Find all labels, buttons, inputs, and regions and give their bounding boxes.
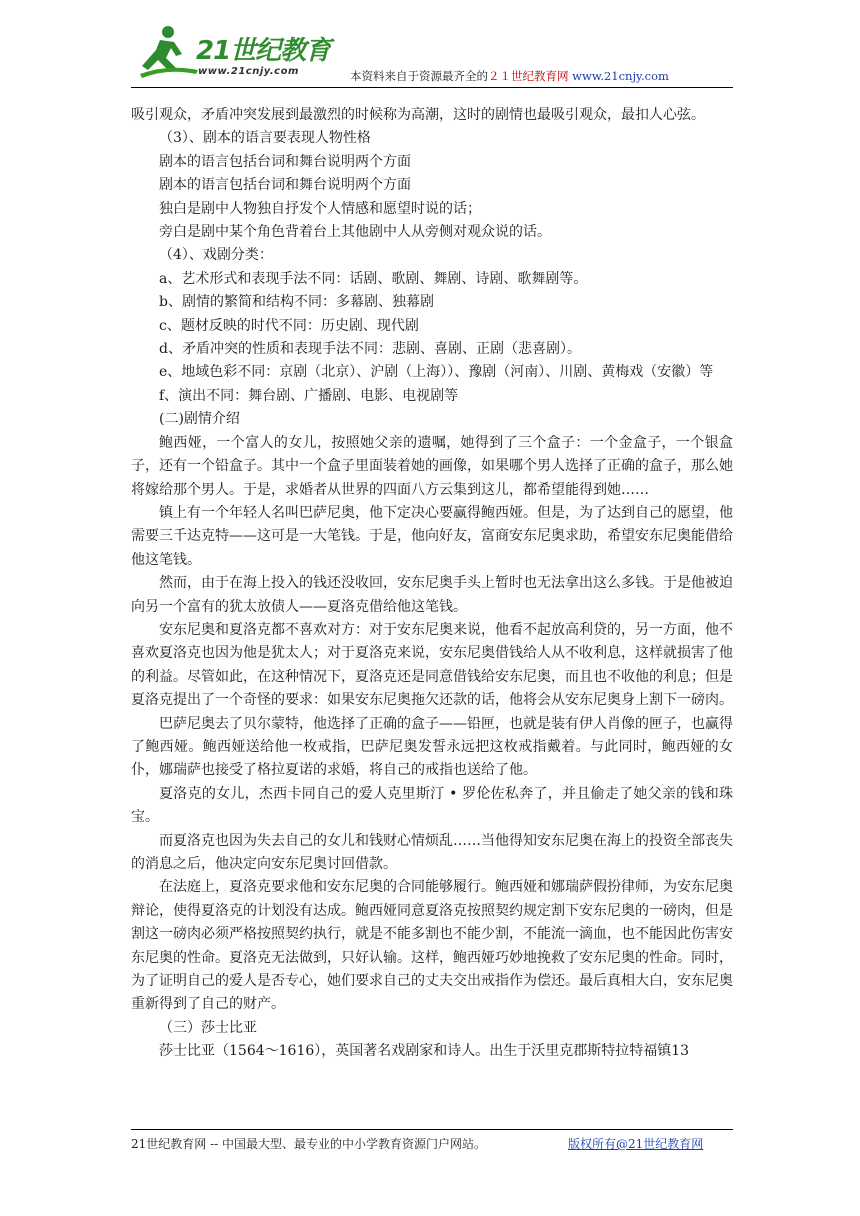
- page-footer: [131, 1135, 733, 1152]
- list-item: a、艺术形式和表现手法不同：话剧、歌剧、舞剧、诗剧、歌舞剧等。: [159, 270, 588, 287]
- section-heading: (二)剧情介绍: [159, 411, 240, 428]
- list-item: f、演出不同：舞台剧、广播剧、电影、电视剧等: [159, 387, 459, 404]
- footer-text: 21世纪教育网 -- 中国最大型、最专业的中小学教育资源门户网站。: [131, 1137, 487, 1151]
- document-body: [131, 104, 733, 1064]
- paragraph: 剧本的语言包括台词和舞台说明两个方面: [159, 153, 411, 170]
- header-site-link[interactable]: ２１世纪教育网: [488, 69, 569, 83]
- header-divider: [131, 87, 733, 88]
- paragraph: 旁白是剧中某个角色背着台上其他剧中人从旁侧对观众说的话。: [159, 224, 551, 241]
- footer-copyright-link[interactable]: 版权所有@21世纪教育网: [568, 1137, 704, 1151]
- header-url-link[interactable]: www.21cnjy.com: [572, 69, 669, 83]
- footer-divider: [131, 1129, 733, 1130]
- section-heading: （3）、剧本的语言要表现人物性格: [159, 130, 371, 147]
- site-logo[interactable]: [138, 24, 348, 84]
- paragraph: 鲍西娅，一个富人的女儿，按照她父亲的遗嘱，她得到了三个盒子：一个金盒子，一个银盒子，还有一个铅盒子。其中一个盒子里面装着她的画像，如果哪个男人选择了正确的盒子，那么她将嫁给那个男人。于是，求婚者从世界的四面八方云集到这儿，都希望能得到她……: [131, 434, 733, 498]
- header-source-note: [350, 68, 669, 84]
- paragraph: 而夏洛克也因为失去自己的女儿和钱财心情烦乱……当他得知安东尼奥在海上的投资全部丧失的消息之后，他决定向安东尼奥讨回借款。: [131, 832, 733, 872]
- paragraph: 然而，由于在海上投入的钱还没收回，安东尼奥手头上暂时也无法拿出这么多钱。于是他被迫向另一个富有的犹太放债人——夏洛克借给他这笔钱。: [131, 575, 733, 615]
- paragraph: 独白是剧中人物独自抒发个人情感和愿望时说的话；: [159, 200, 481, 217]
- logo-url: www.21cnjy.com: [198, 66, 299, 77]
- paragraph: 吸引观众，矛盾冲突发展到最激烈的时候称为高潮，这时的剧情也最吸引观众，最扣人心弦。: [131, 107, 705, 123]
- paragraph: 镇上有一个年轻人名叫巴萨尼奥，他下定决心要赢得鲍西娅。但是，为了达到自己的愿望，他需要三千达克特——这可是一大笔钱。于是，他向好友，富商安东尼奥求助，希望安东尼奥能借给他这笔钱。: [131, 504, 733, 568]
- list-item: c、题材反映的时代不同：历史剧、现代剧: [159, 317, 419, 334]
- running-figure-icon: [138, 24, 200, 82]
- section-heading: （三）莎士比亚: [159, 1019, 257, 1036]
- list-item: b、剧情的繁简和结构不同：多幕剧、独幕剧: [159, 294, 434, 311]
- section-heading: （4）、戏剧分类：: [159, 247, 273, 264]
- page-header: [128, 18, 736, 88]
- list-item: d、矛盾冲突的性质和表现手法不同：悲剧、喜剧、正剧（悲喜剧）。: [159, 341, 581, 358]
- paragraph: 安东尼奥和夏洛克都不喜欢对方：对于安东尼奥来说，他看不起放高利贷的，另一方面，他不喜欢夏洛克也因为他是犹太人；对于夏洛克来说，安东尼奥借钱给人从不收利息，这样就损害了他的利益。尽管如此，在这种情况下，夏洛克还是同意借钱给安东尼奥，而且也不收他的利息；但是夏洛克提出了一个奇怪的要求：如果安东尼奥拖欠还款的话，他将会从安东尼奥身上割下一磅肉。: [131, 621, 733, 709]
- logo-title: 21世纪教育: [196, 36, 331, 66]
- header-note-prefix: 本资料来自于资源最齐全的: [350, 69, 488, 83]
- paragraph: 巴萨尼奥去了贝尔蒙特，他选择了正确的盒子——铅匣，也就是装有伊人肖像的匣子，也赢得了鲍西娅。鲍西娅送给他一枚戒指，巴萨尼奥发誓永远把这枚戒指戴着。与此同时，鲍西娅的女仆，娜瑞萨也接受了格拉夏诺的求婚，将自己的戒指也送给了他。: [131, 715, 733, 779]
- list-item: e、地域色彩不同：京剧（北京）、沪剧（上海））、豫剧（河南）、川剧、黄梅戏（安徽）等: [159, 364, 714, 381]
- paragraph: 夏洛克的女儿，杰西卡同自己的爱人克里斯汀 • 罗伦佐私奔了，并且偷走了她父亲的钱和珠宝。: [131, 785, 733, 826]
- paragraph: 莎士比亚（1564～1616），英国著名戏剧家和诗人。出生于沃里克郡斯特拉特福镇13: [159, 1043, 690, 1060]
- paragraph: 在法庭上，夏洛克要求他和安东尼奥的合同能够履行。鲍西娅和娜瑞萨假扮律师，为安东尼奥辩论，使得夏洛克的计划没有达成。鲍西娅同意夏洛克按照契约规定割下安东尼奥的一磅肉，但是割这一磅肉必须严格按照契约执行，就是不能多割也不能少割，不能流一滴血，也不能因此伤害安东尼奥的性命。夏洛克无法做到，只好认输。这样，鲍西娅巧妙地挽救了安东尼奥的性命。同时，为了证明自己的爱人是否专心，她们要求自己的丈夫交出戒指作为偿还。最后真相大白，安东尼奥重新得到了自己的财产。: [131, 879, 733, 1013]
- paragraph: 剧本的语言包括台词和舞台说明两个方面: [159, 177, 411, 194]
